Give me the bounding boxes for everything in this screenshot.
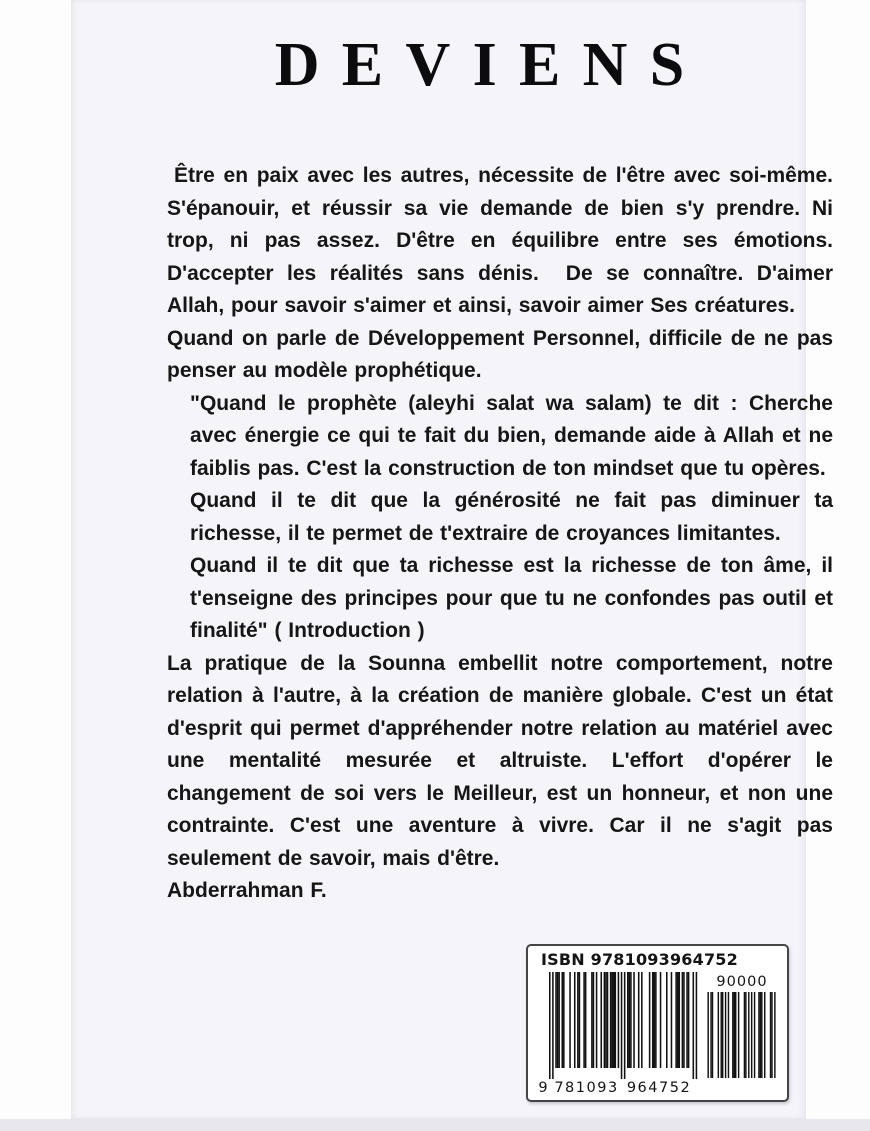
barcode-bars: [539, 972, 703, 1098]
paragraph: Quand il te dit que la générosité ne fait pas diminuer ta richesse, il te permet de t'extraire de croyances limitantes.: [190, 489, 833, 545]
barcode-bars: [704, 972, 780, 1090]
book-title: DEVIENS: [274, 31, 707, 99]
paragraph: Quand il te dit que ta richesse est la richesse de ton âme, il t'enseigne des principes pour que tu ne confondes pas outil et finalité" ( Introduction ): [190, 554, 833, 642]
ean13-digits-group1: 781093: [554, 1080, 619, 1096]
table-edge: [0, 1119, 870, 1131]
ean13-digits-group2: 964752: [626, 1080, 692, 1096]
author-name: Abderrahman F.: [167, 879, 327, 902]
ean13-barcode: [539, 972, 703, 1103]
ean13-digit-left: 9: [539, 1080, 548, 1096]
paragraph: Être en paix avec les autres, nécessite de l'être avec soi-même. S'épanouir, et réussir sa vie demande de bien s'y prendre. Ni trop, ni pas assez. D'être en équilibre entre ses émotions. D'accepter les réalités sans dénis. De se connaître. D'aimer Allah, pour savoir s'aimer et ainsi, savoir aimer Ses créatures.: [167, 164, 833, 317]
paragraph: Quand on parle de Développement Personnel, difficile de ne pas penser au modèle prophétique.: [167, 326, 833, 382]
paragraph: La pratique de la Sounna embellit notre comportement, notre relation à l'autre, à la création de manière globale. C'est un état d'esprit qui permet d'appréhender notre relation au matériel avec une mentalité mesurée et altruiste. L'effort d'opérer le changement de soi vers le Meilleur, est un honneur, et non une contrainte. C'est une aventure à vivre. Car il ne s'agit pas seulement de savoir, mais d'être.: [167, 651, 833, 870]
supplement-barcode: [704, 972, 780, 1095]
isbn-label: ISBN 9781093964752: [541, 950, 738, 969]
paragraph: "Quand le prophète (aleyhi salat wa salam) te dit : Cherche avec énergie ce qui te fait du bien, demande aide à Allah et ne faiblis pas. C'est la construction de ton mindset que tu opères.: [190, 391, 833, 480]
body-text: [167, 160, 833, 908]
barcode-panel: [526, 944, 789, 1102]
supplement-digits: 90000: [716, 974, 768, 990]
